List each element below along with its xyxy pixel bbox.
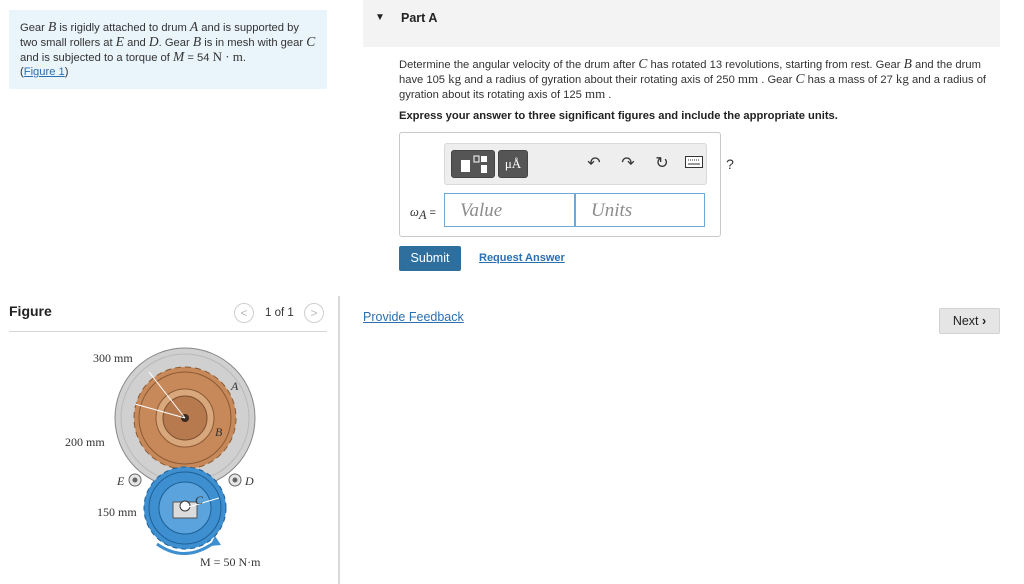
label-a: A [231, 379, 239, 393]
question-segment: . Gear [758, 74, 796, 86]
figure-link[interactable]: Figure 1 [23, 66, 65, 78]
units-button[interactable]: μÅ [498, 150, 528, 178]
chevron-right-icon: › [982, 314, 987, 328]
dim-150-label: 150 mm [97, 505, 137, 519]
keyboard-icon[interactable] [685, 154, 703, 174]
label-b: B [215, 425, 223, 439]
omega-symbol: ω [410, 205, 419, 219]
problem-text: is in mesh with gear [201, 37, 307, 49]
question-segment: has a mass of 27 [804, 74, 896, 86]
label-c: C [195, 493, 204, 507]
figure-title: Figure [9, 303, 52, 319]
next-label: Next [952, 314, 979, 328]
submit-button[interactable]: Submit [399, 246, 461, 271]
help-button[interactable]: ? [726, 156, 734, 172]
math-toolbar [444, 143, 734, 185]
unit-kg: kg [895, 71, 909, 86]
units-input[interactable]: Units [575, 193, 705, 227]
caret-down-icon[interactable]: ▼ [375, 12, 385, 23]
figure-counter: 1 of 1 [265, 307, 294, 319]
redo-icon[interactable]: ↷ [621, 155, 635, 172]
question-text [399, 57, 999, 102]
next-button[interactable] [939, 308, 1000, 334]
instruction: Express your answer to three significant figures and include the appropriate units. [399, 110, 838, 122]
unit-mm: mm [737, 71, 759, 86]
problem-text: . Gear [158, 37, 193, 49]
question-segment: Determine the angular velocity of the drum after [399, 59, 639, 71]
var-m: M [173, 49, 185, 64]
template-icon[interactable] [451, 150, 495, 178]
figure-header [9, 298, 327, 332]
question-segment: . [605, 89, 612, 101]
var-c: C [306, 34, 316, 49]
torque-label: M = 50 N·m [200, 555, 261, 569]
unit-kg: kg [448, 71, 462, 86]
part-a-header[interactable] [363, 0, 1000, 47]
question-segment: has rotated 13 revolutions, starting from rest. Gear [647, 59, 904, 71]
label-d: D [245, 474, 254, 488]
omega-label [410, 205, 436, 223]
var-d: D [148, 34, 159, 49]
var-c: C [795, 71, 805, 86]
panel-divider[interactable] [338, 296, 340, 584]
unit-mm: mm [584, 86, 606, 101]
dim-200-label: 200 mm [65, 435, 105, 449]
unit-text: N · m [212, 49, 243, 64]
gear-c [144, 467, 226, 549]
problem-text: = 54 [184, 52, 213, 64]
part-title: Part A [401, 11, 438, 25]
dim-300-label: 300 mm [93, 351, 133, 365]
var-b: B [192, 34, 202, 49]
request-answer-link[interactable]: Request Answer [479, 252, 565, 264]
reset-icon[interactable]: ↻ [655, 155, 669, 172]
problem-text: Gear [20, 22, 48, 34]
value-input[interactable]: Value [444, 193, 575, 227]
problem-text: and is subjected to a torque of [20, 52, 173, 64]
problem-statement: Gear B is rigidly attached to drum A and is supported by two small rollers at E and D. Gear B is in mesh with gear C and is subjected to a torque of M = 54 N · m. (Figure 1) [9, 10, 327, 89]
var-e: E [115, 34, 124, 49]
gear-b [134, 367, 236, 469]
problem-text: is rigidly attached to drum [56, 22, 190, 34]
var-b: B [903, 56, 912, 71]
var-a: A [189, 19, 199, 34]
problem-text: and [124, 37, 149, 49]
provide-feedback-link[interactable]: Provide Feedback [363, 310, 464, 324]
undo-icon[interactable]: ↶ [587, 155, 601, 172]
question-segment: and a radius of gyration about their rotating axis of 250 [461, 74, 738, 86]
equals-sign: = [426, 207, 436, 219]
gear-drum-figure [55, 342, 325, 582]
omega-subscript: A [418, 208, 427, 223]
chevron-right-icon[interactable]: > [304, 303, 324, 323]
question-segment: and the drum have 105 [399, 59, 981, 86]
problem-text: and is supported by two small rollers at [20, 22, 299, 49]
label-e: E [117, 474, 125, 488]
var-c: C [638, 56, 648, 71]
answer-box [399, 132, 734, 237]
var-b: B [47, 19, 57, 34]
problem-text: . [242, 52, 247, 64]
chevron-left-icon[interactable]: < [234, 303, 254, 323]
question-segment: and a radius of gyration about its rotating axis of 125 [399, 74, 987, 101]
